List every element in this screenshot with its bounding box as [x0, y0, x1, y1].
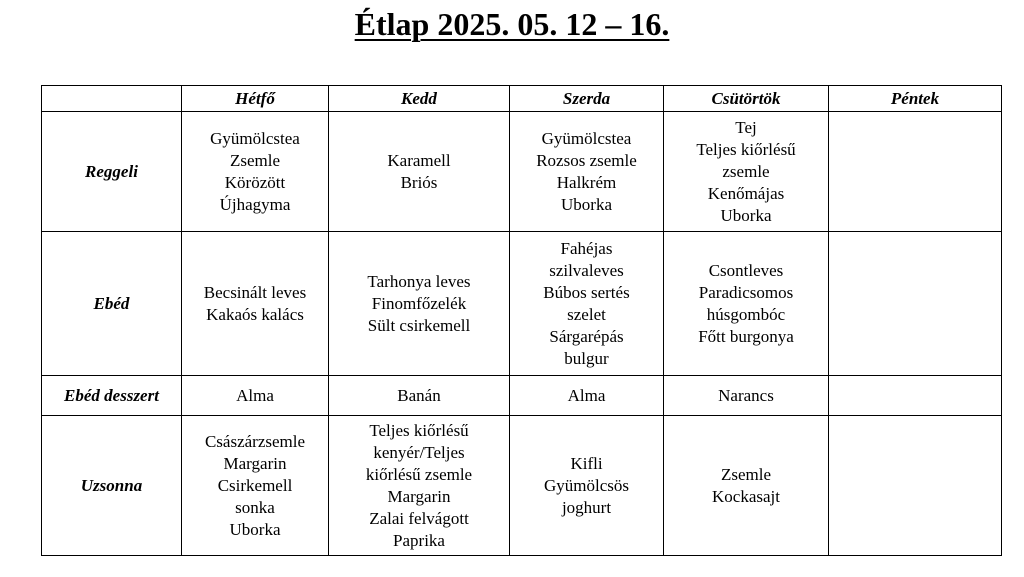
- day-header-friday: Péntek: [829, 86, 1002, 112]
- menu-cell: Fahéjas szilvaleves Búbos sertés szelet Sárgarépás bulgur: [510, 232, 664, 376]
- day-header-tuesday: Kedd: [329, 86, 510, 112]
- menu-table: [41, 85, 1002, 556]
- row-label-snack: Uzsonna: [42, 416, 182, 556]
- table-row: [42, 376, 1002, 416]
- menu-cell: Csontleves Paradicsomos húsgombóc Főtt burgonya: [664, 232, 829, 376]
- menu-cell: [829, 232, 1002, 376]
- header-row: [42, 86, 1002, 112]
- menu-cell: Alma: [510, 376, 664, 416]
- menu-cell: [829, 416, 1002, 556]
- menu-cell: Banán: [329, 376, 510, 416]
- menu-cell: Gyümölcstea Zsemle Körözött Újhagyma: [182, 112, 329, 232]
- menu-cell: Zsemle Kockasajt: [664, 416, 829, 556]
- day-header-monday: Hétfő: [182, 86, 329, 112]
- menu-cell: Becsinált leves Kakaós kalács: [182, 232, 329, 376]
- menu-cell: Császárzsemle Margarin Csirkemell sonka Uborka: [182, 416, 329, 556]
- row-label-lunch: Ebéd: [42, 232, 182, 376]
- menu-cell: Alma: [182, 376, 329, 416]
- table-row: [42, 232, 1002, 376]
- table-row: [42, 112, 1002, 232]
- corner-cell: [42, 86, 182, 112]
- menu-cell: Karamell Briós: [329, 112, 510, 232]
- day-header-wednesday: Szerda: [510, 86, 664, 112]
- menu-cell: Teljes kiőrlésű kenyér/Teljes kiőrlésű zsemle Margarin Zalai felvágott Paprika: [329, 416, 510, 556]
- table-row: [42, 416, 1002, 556]
- menu-cell: Tarhonya leves Finomfőzelék Sült csirkemell: [329, 232, 510, 376]
- menu-cell: Gyümölcstea Rozsos zsemle Halkrém Uborka: [510, 112, 664, 232]
- page-title: Étlap 2025. 05. 12 – 16.: [354, 6, 670, 42]
- menu-cell: Tej Teljes kiőrlésű zsemle Kenőmájas Uborka: [664, 112, 829, 232]
- menu-cell: Kifli Gyümölcsös joghurt: [510, 416, 664, 556]
- menu-cell: [829, 376, 1002, 416]
- menu-cell: Narancs: [664, 376, 829, 416]
- day-header-thursday: Csütörtök: [664, 86, 829, 112]
- row-label-lunch-dessert: Ebéd desszert: [42, 376, 182, 416]
- menu-cell: [829, 112, 1002, 232]
- row-label-breakfast: Reggeli: [42, 112, 182, 232]
